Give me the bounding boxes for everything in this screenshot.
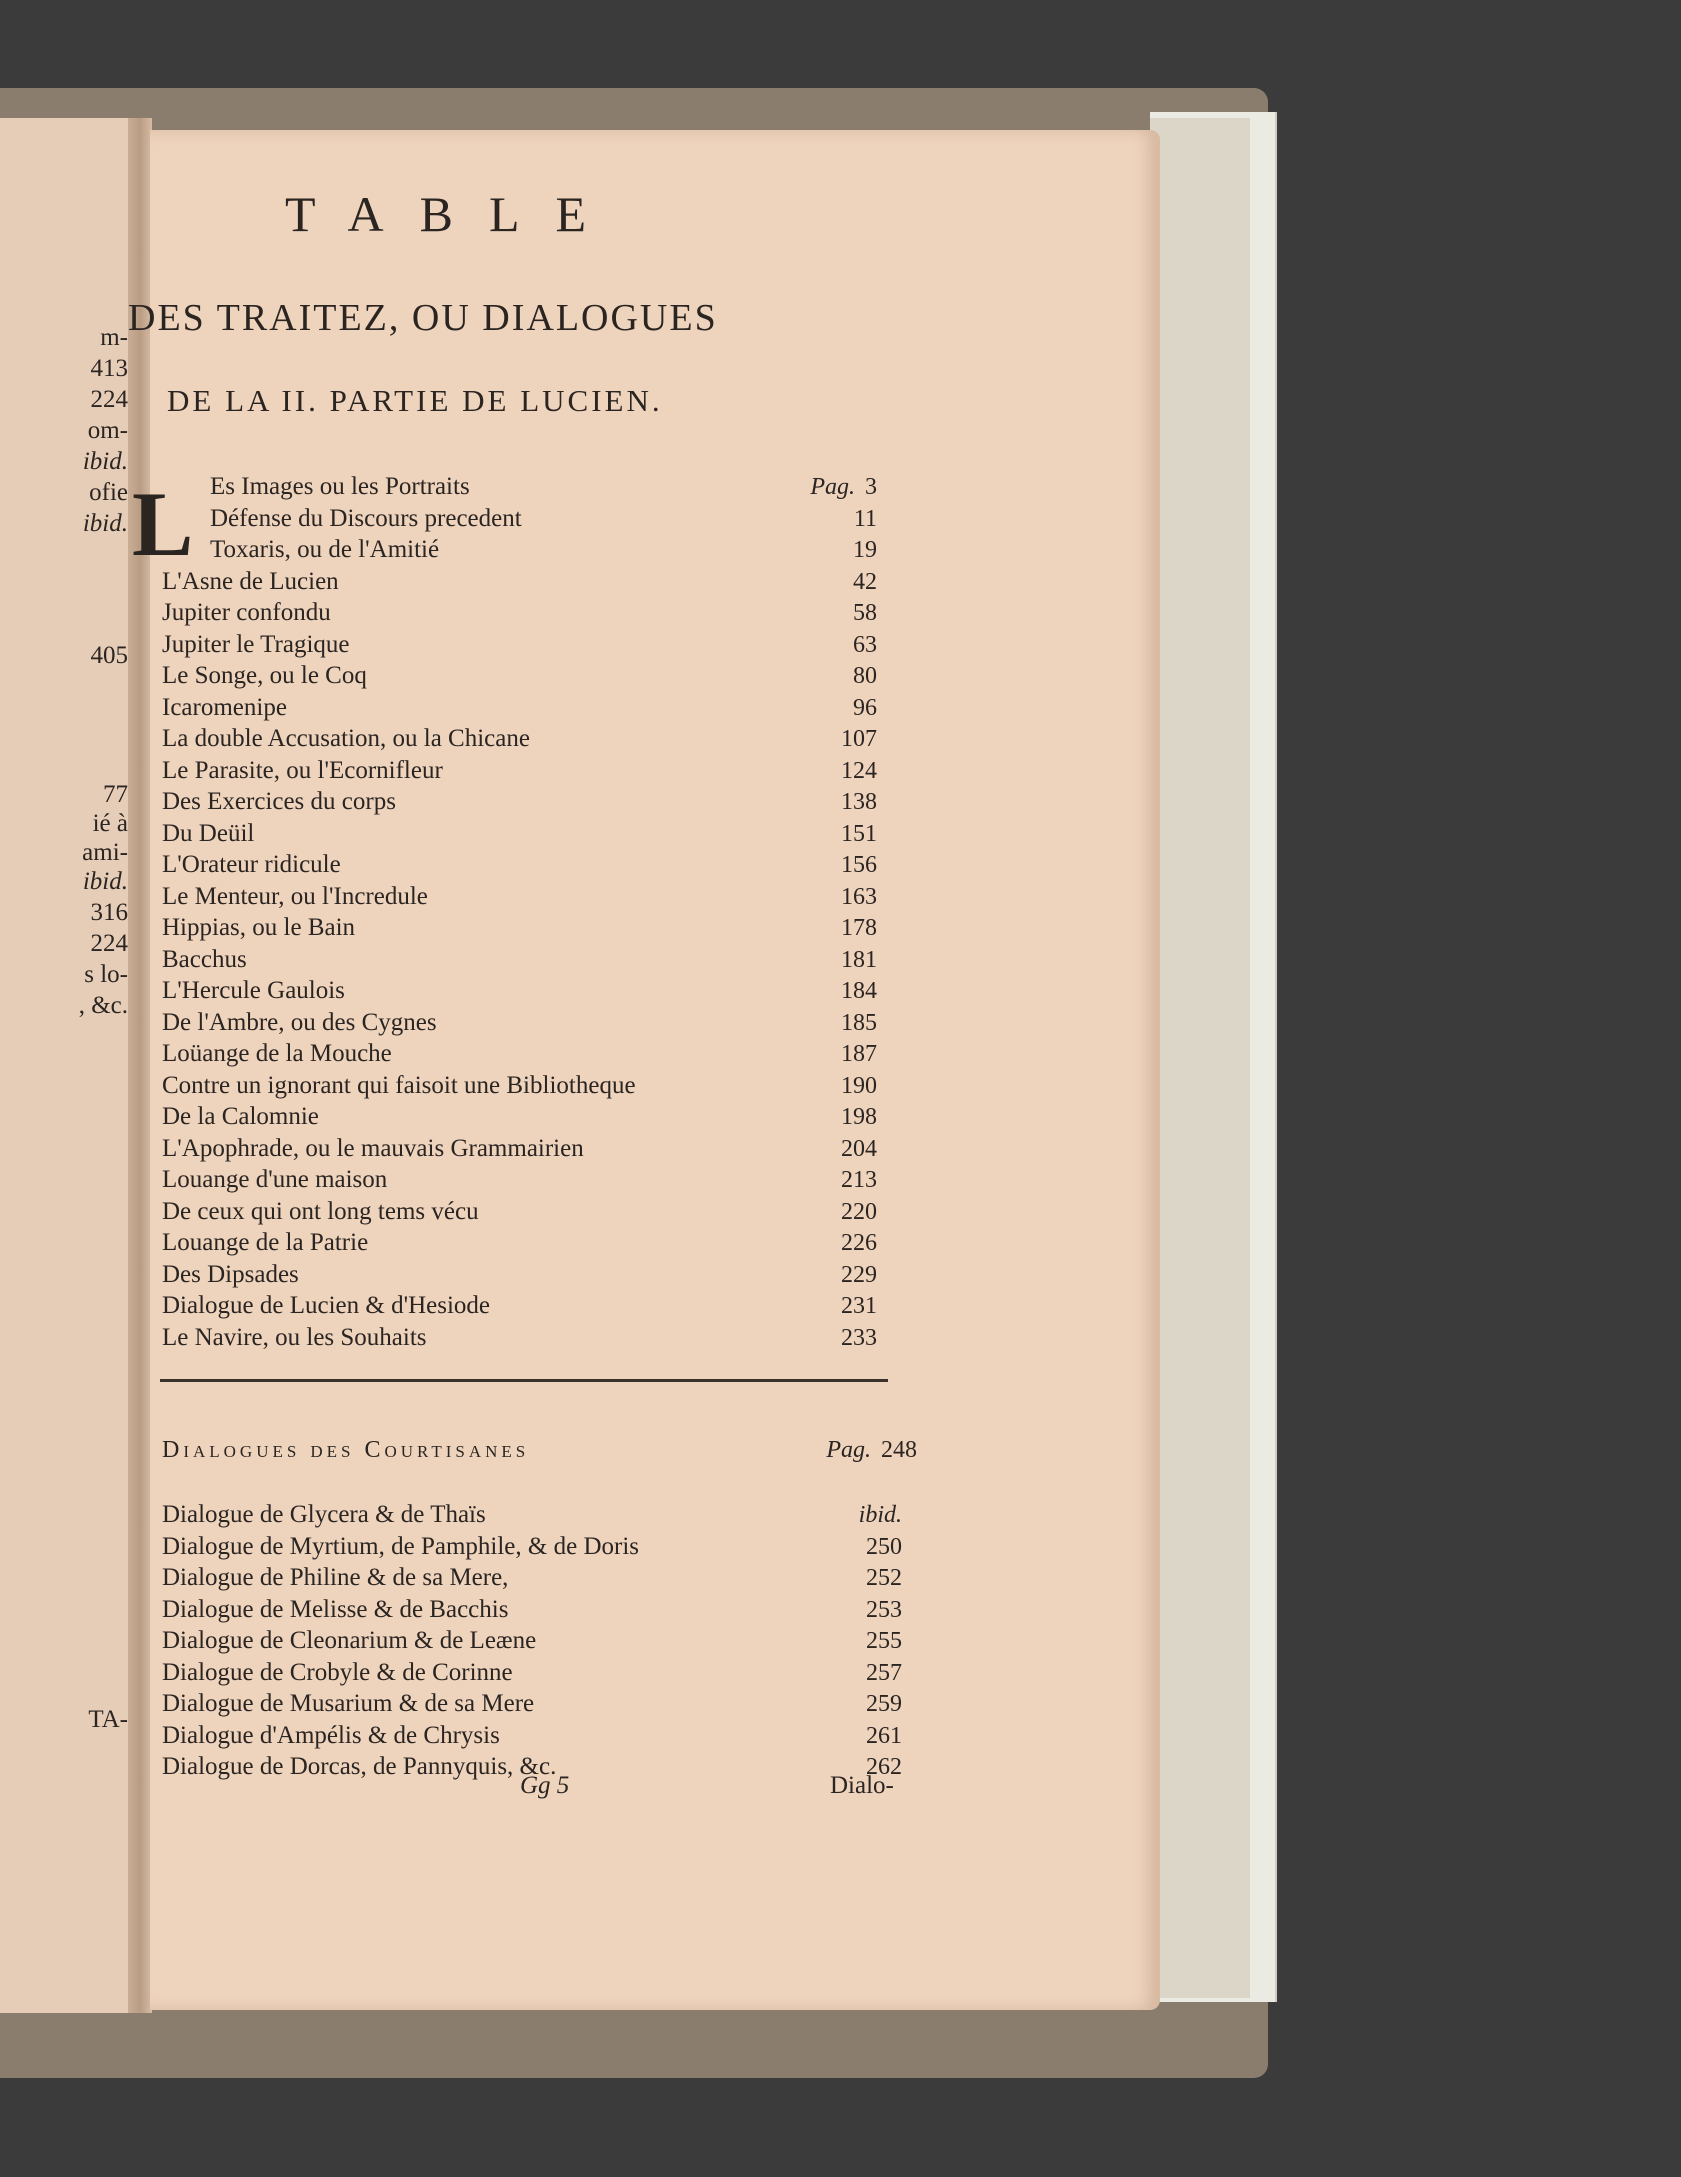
entry-title: Dialogue d'Ampélis & de Chrysis [162,1721,500,1749]
entry-page: 252 [866,1565,902,1591]
toc-entry [162,945,877,977]
entry-title: Dialogue de Myrtium, de Pamphile, & de Doris [162,1532,640,1560]
entry-title: Dialogue de Philine & de sa Mere, [162,1564,509,1591]
entry-page: 184 [841,978,877,1004]
toc-entry [162,1689,902,1721]
entry-title: Dialogue de Musarium & de sa Mere [162,1690,535,1717]
entry-page: 229 [841,1261,877,1288]
entry-title: De l'Ambre, ou des Cygnes [162,1008,437,1036]
entry-title: De la Calomnie [162,1103,319,1130]
section-title: Dialogues des Courtisanes [162,1437,530,1463]
entry-page: 124 [841,757,877,784]
toc-entry [162,598,877,630]
entry-title: Le Menteur, ou l'Incredule [162,882,428,910]
toc-entry [162,1721,902,1753]
toc-entry [162,1197,877,1229]
toc-entry [162,1008,877,1040]
entry-page: 185 [841,1009,877,1036]
entry-page: 233 [841,1324,877,1351]
entry-title: Du Deüil [162,819,255,847]
left-page-fragment: ibid. [82,510,128,537]
page-number: 3 [865,474,877,500]
entry-title: Dialogue de Glycera & de Thaïs [162,1501,486,1528]
toc-entry [162,567,877,599]
toc-entry [162,472,877,504]
entry-title: Jupiter confondu [162,599,331,626]
toc-entry [162,787,877,819]
entry-page [798,472,877,502]
entry-page: 80 [853,663,877,689]
page-edges [1150,118,1250,1998]
toc-entry [162,1532,902,1564]
left-page-fragment: m- [100,324,128,351]
toc-entry [162,661,877,693]
subtitle: DES TRAITEZ, OU DIALOGUES [128,297,718,339]
entry-title: Louange d'une maison [162,1166,388,1193]
toc-entry [162,1134,877,1166]
toc-entry [162,630,877,662]
toc-entry [162,1165,877,1197]
entry-title: L'Apophrade, ou le mauvais Grammairien [162,1134,584,1162]
toc-entry [162,882,877,914]
catchword: Dialo- [830,1772,894,1799]
toc-entry [162,1323,877,1355]
left-page-fragment: ibid. [82,448,128,475]
left-page-fragment: ami- [82,839,128,866]
toc-list [162,472,877,1354]
entry-title: Le Navire, ou les Souhaits [162,1323,427,1351]
entry-page: 204 [841,1135,877,1162]
entry-title: Louange de la Patrie [162,1229,369,1256]
entry-title: Le Parasite, ou l'Ecornifleur [162,756,443,784]
entry-title: Es Images ou les Portraits [210,473,470,500]
entry-title: L'Asne de Lucien [162,567,339,595]
entry-page: ibid. [858,1502,902,1528]
entry-page: 151 [841,820,877,847]
toc-entry [162,535,877,567]
courtisanes-list [162,1500,902,1784]
entry-page: 231 [841,1293,877,1319]
toc-entry [162,1260,877,1292]
entry-title: Dialogue de Crobyle & de Corinne [162,1658,513,1686]
entry-page: 19 [853,537,877,563]
toc-entry [162,1658,902,1690]
toc-entry [162,850,877,882]
entry-title: Dialogue de Melisse & de Bacchis [162,1595,509,1623]
left-page-fragment: 405 [90,642,128,669]
entry-title: L'Hercule Gaulois [162,977,345,1004]
entry-page: 156 [841,852,877,878]
entry-title: Icaromenipe [162,693,287,721]
entry-title: Dialogue de Lucien & d'Hesiode [162,1292,491,1319]
page-title: TABLE [285,186,623,242]
left-page-fragment: ibid. [82,868,128,895]
left-page-fragment: 224 [90,930,128,957]
entry-title: Des Exercices du corps [162,788,396,815]
entry-page: 262 [866,1754,902,1780]
toc-entry [162,976,877,1008]
left-page-fragment: s lo- [84,961,128,988]
entry-title: Jupiter le Tragique [162,630,350,658]
drop-cap: L [132,473,194,575]
left-page-fragment: TA- [88,1706,128,1733]
entry-page: 181 [841,946,877,973]
entry-page: 259 [866,1691,902,1717]
toc-entry [162,819,877,851]
gutter [128,118,152,2013]
left-page-fragment: ofie [89,479,128,506]
toc-entry [162,1071,877,1103]
pag-label: Pag. [826,1437,871,1463]
entry-title: Bacchus [162,945,247,973]
left-page-fragment: , &c. [78,992,128,1019]
entry-title: La double Accusation, ou la Chicane [162,725,530,752]
entry-page: 226 [841,1230,877,1256]
entry-title: L'Orateur ridicule [162,851,341,878]
entry-page: 198 [841,1104,877,1130]
entry-title: Contre un ignorant qui faisoit une Bibliotheque [162,1071,636,1099]
toc-entry [162,1500,902,1532]
entry-page: 138 [841,789,877,815]
divider-rule [160,1379,888,1382]
entry-page: 96 [853,694,877,721]
entry-page: 42 [853,568,877,595]
toc-entry [162,1291,877,1323]
left-page-fragment: 224 [90,386,128,413]
toc-entry [162,1595,902,1627]
entry-title: Loüange de la Mouche [162,1040,392,1067]
toc-entry [162,1228,877,1260]
section-page: 248 [881,1437,917,1463]
entry-page: 253 [866,1596,902,1623]
entry-page: 11 [853,505,877,532]
left-page-fragment: ié à [92,810,128,837]
pag-label: Pag. [810,474,855,500]
toc-entry [162,1039,877,1071]
entry-title: Des Dipsades [162,1260,299,1288]
entry-title: Défense du Discours precedent [210,504,522,532]
section-header [162,1437,917,1464]
toc-entry [162,756,877,788]
left-page-fragment: om- [87,417,128,444]
left-page-fragment: 316 [90,899,128,926]
entry-title: Dialogue de Dorcas, de Pannyquis, &c. [162,1753,557,1780]
entry-page: 187 [841,1041,877,1067]
entry-page: 213 [841,1167,877,1193]
toc-entry [162,504,877,536]
entry-page: 255 [866,1628,902,1654]
entry-title: Toxaris, ou de l'Amitié [210,536,440,563]
entry-page: 178 [841,915,877,941]
toc-entry [162,724,877,756]
entry-page: 220 [841,1198,877,1225]
signature-mark: Gg 5 [520,1772,570,1799]
toc-entry [162,913,877,945]
entry-page: 163 [841,883,877,910]
left-page-fragment: 77 [103,781,128,808]
entry-page: 58 [853,600,877,626]
entry-page: 257 [866,1659,902,1686]
entry-page: 63 [853,631,877,658]
toc-entry [162,1626,902,1658]
toc-entry [162,1563,902,1595]
entry-page: 190 [841,1072,877,1099]
entry-title: Le Songe, ou le Coq [162,662,367,689]
entry-page: 250 [866,1533,902,1560]
toc-entry [162,693,877,725]
entry-page: 107 [841,726,877,752]
entry-page: 261 [866,1722,902,1749]
left-page-fragment: 413 [90,355,128,382]
toc-entry [162,1102,877,1134]
entry-title: De ceux qui ont long tems vécu [162,1197,479,1225]
entry-title: Hippias, ou le Bain [162,914,356,941]
subtitle-part: DE LA II. PARTIE DE LUCIEN. [167,383,663,418]
entry-title: Dialogue de Cleonarium & de Leæne [162,1627,537,1654]
